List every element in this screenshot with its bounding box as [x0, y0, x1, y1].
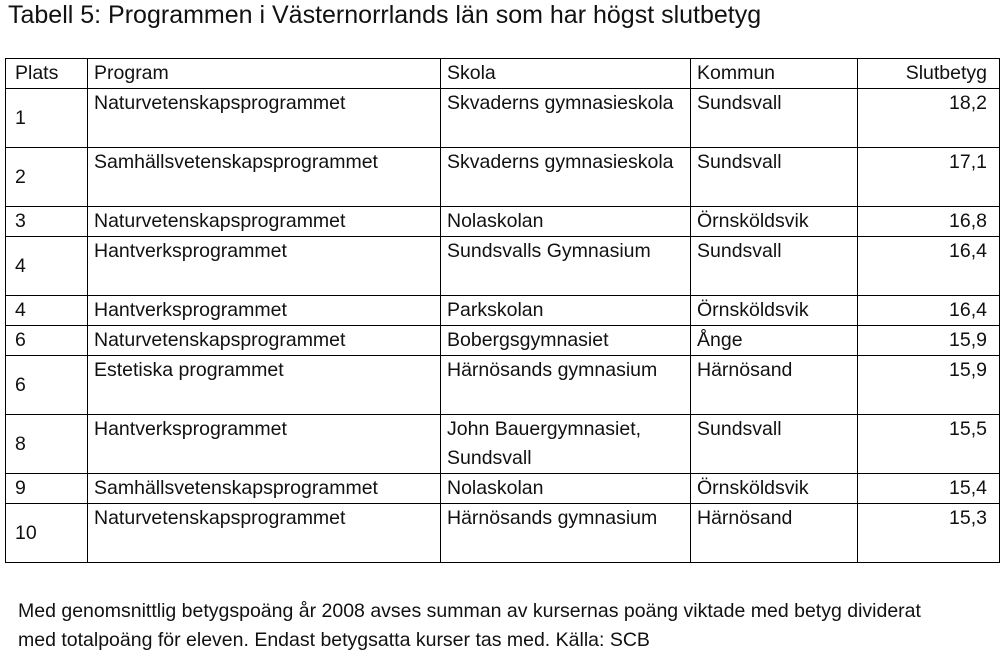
cell-skola: Parkskolan: [441, 296, 691, 326]
cell-plats: 6: [6, 356, 88, 415]
header-kommun: Kommun: [691, 59, 858, 89]
cell-skola: Sundsvalls Gymnasium: [441, 237, 691, 296]
cell-skola: Nolaskolan: [441, 474, 691, 504]
cell-kommun: Sundsvall: [691, 415, 858, 474]
cell-slutbetyg: 17,1: [858, 148, 1000, 207]
cell-kommun: Sundsvall: [691, 89, 858, 148]
cell-program: Hantverksprogrammet: [88, 296, 441, 326]
cell-program: Hantverksprogrammet: [88, 237, 441, 296]
table-title: Tabell 5: Programmen i Västernorrlands län som har högst slutbetyg: [8, 1, 762, 29]
table-row: [6, 356, 1000, 415]
table-row: [6, 504, 1000, 563]
cell-skola: John Bauergymnasiet, Sundsvall: [441, 415, 691, 474]
footnote: Med genomsnittlig betygspoäng år 2008 avses summan av kursernas poäng viktade med betyg dividerat med totalpoäng för eleven. Endast betygsatta kurser tas med. Källa: SCB: [18, 600, 921, 651]
table-row: [6, 415, 1000, 474]
table-row: [6, 89, 1000, 148]
cell-slutbetyg: 15,4: [858, 474, 1000, 504]
cell-plats: 4: [6, 237, 88, 296]
cell-slutbetyg: 18,2: [858, 89, 1000, 148]
cell-slutbetyg: 16,4: [858, 237, 1000, 296]
cell-program: Naturvetenskapsprogrammet: [88, 504, 441, 563]
cell-plats: 3: [6, 207, 88, 237]
cell-slutbetyg: 16,4: [858, 296, 1000, 326]
table-row: [6, 207, 1000, 237]
cell-program: Hantverksprogrammet: [88, 415, 441, 474]
cell-plats: 9: [6, 474, 88, 504]
header-skola: Skola: [441, 59, 691, 89]
cell-program: Samhällsvetenskapsprogrammet: [88, 148, 441, 207]
cell-slutbetyg: 16,8: [858, 207, 1000, 237]
cell-program: Samhällsvetenskapsprogrammet: [88, 474, 441, 504]
cell-kommun: Sundsvall: [691, 237, 858, 296]
cell-slutbetyg: 15,3: [858, 504, 1000, 563]
cell-skola: Skvaderns gymnasieskola: [441, 89, 691, 148]
cell-plats: 8: [6, 415, 88, 474]
cell-program: Naturvetenskapsprogrammet: [88, 207, 441, 237]
cell-kommun: Härnösand: [691, 504, 858, 563]
cell-plats: 10: [6, 504, 88, 563]
table-row: [6, 237, 1000, 296]
cell-program: Naturvetenskapsprogrammet: [88, 89, 441, 148]
cell-kommun: Härnösand: [691, 356, 858, 415]
cell-slutbetyg: 15,9: [858, 356, 1000, 415]
cell-kommun: Sundsvall: [691, 148, 858, 207]
results-table: [5, 58, 1000, 563]
cell-skola: Nolaskolan: [441, 207, 691, 237]
cell-kommun: Örnsköldsvik: [691, 474, 858, 504]
cell-program: Naturvetenskapsprogrammet: [88, 326, 441, 356]
cell-kommun: Örnsköldsvik: [691, 207, 858, 237]
cell-program: Estetiska programmet: [88, 356, 441, 415]
table-row: [6, 326, 1000, 356]
cell-plats: 2: [6, 148, 88, 207]
cell-skola: Skvaderns gymnasieskola: [441, 148, 691, 207]
header-plats: Plats: [6, 59, 88, 89]
cell-skola: Härnösands gymnasium: [441, 504, 691, 563]
cell-plats: 6: [6, 326, 88, 356]
cell-slutbetyg: 15,5: [858, 415, 1000, 474]
cell-plats: 1: [6, 89, 88, 148]
header-program: Program: [88, 59, 441, 89]
cell-kommun: Ånge: [691, 326, 858, 356]
table-row: [6, 474, 1000, 504]
table-header-row: [6, 59, 1000, 89]
cell-skola: Härnösands gymnasium: [441, 356, 691, 415]
table-row: [6, 148, 1000, 207]
table-row: [6, 296, 1000, 326]
header-slutbetyg: Slutbetyg: [858, 59, 1000, 89]
cell-kommun: Örnsköldsvik: [691, 296, 858, 326]
cell-slutbetyg: 15,9: [858, 326, 1000, 356]
cell-skola: Bobergsgymnasiet: [441, 326, 691, 356]
cell-plats: 4: [6, 296, 88, 326]
